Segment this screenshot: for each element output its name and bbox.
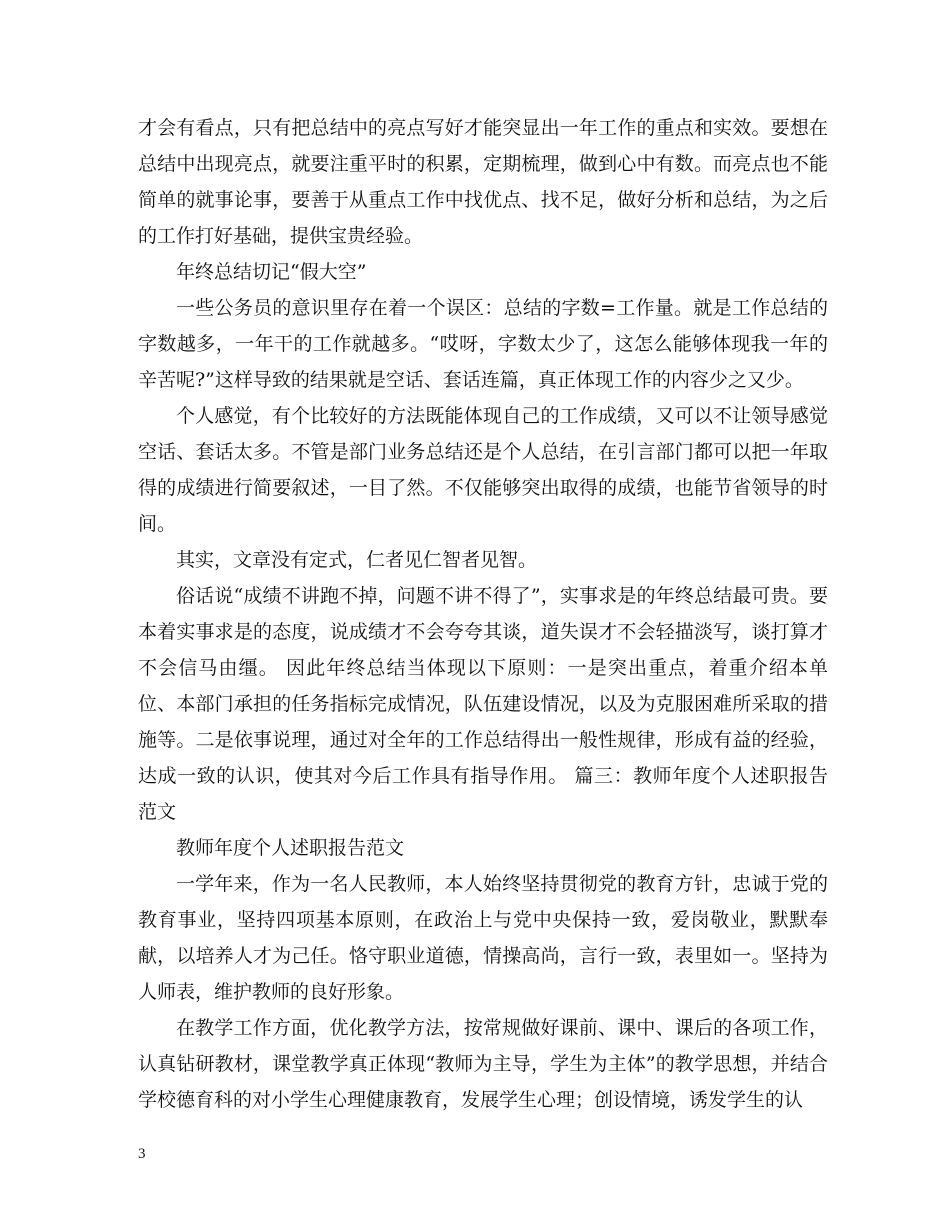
section-heading-avoid-empty-talk: 年终总结切记“假大空” [176, 261, 367, 283]
paragraph-continuation: 才会有看点，只有把总结中的亮点写好才能突显出一年工作的重点和实效。要想在总结中出现亮点，就要注重平时的积累，定期梳理，做到心中有数。而亮点也不能简单的就事论事，要善于从重点工作中找优点、找不足，做好分析和总结，为之后的工作打好基础，提供宝贵经验。 [138, 117, 828, 247]
section-heading-teacher-report: 教师年度个人述职报告范文 [176, 837, 405, 859]
paragraph-teaching-work: 在教学工作方面，优化教学方法，按常规做好课前、课中、课后的各项工作，认真钻研教材，课堂教学真正体现“教师为主导，学生为主体”的教学思想，并结合学校德育科的对小学生心理健康教育，发展学生心理；创设情境，诱发学生的认 [138, 1017, 828, 1111]
paragraph-teacher-intro: 一学年来，作为一名人民教师，本人始终坚持贯彻党的教育方针，忠诚于党的教育事业，坚持四项基本原则，在政治上与党中央保持一致，爱岗敬业，默默奉献，以培养人才为己任。恪守职业道德，情操高尚，言行一致，表里如一。坚持为人师表，维护教师的良好形象。 [138, 873, 828, 1003]
paragraph-no-fixed-form: 其实，文章没有定式，仁者见仁智者见智。 [176, 549, 538, 571]
paragraph-misconception: 一些公务员的意识里存在着一个误区：总结的字数=工作量。就是工作总结的字数越多，一年干的工作就越多。“哎呀，字数太少了，这怎么能够体现我一年的辛苦呢?”这样导致的结果就是空话、套话连篇，真正体现工作的内容少之又少。 [138, 297, 828, 391]
page-number: 3 [138, 1146, 146, 1162]
document-body [138, 110, 828, 1118]
paragraph-personal-feeling: 个人感觉，有个比较好的方法既能体现自己的工作成绩，又可以不让领导感觉空话、套话太多。不管是部门业务总结还是个人总结，在引言部门都可以把一年取得的成绩进行简要叙述，一目了然。不仅能够突出取得的成绩，也能节省领导的时间。 [138, 405, 828, 535]
paragraph-principles: 俗话说“成绩不讲跑不掉，问题不讲不得了”，实事求是的年终总结最可贵。要本着实事求是的态度，说成绩才不会夸夸其谈，道失误才不会轻描淡写，谈打算才不会信马由缰。 因此年终总结当体现以下原则：一是突出重点，着重介绍本单位、本部门承担的任务指标完成情况，队伍建设情况，以及为克服困难所采取的措施等。二是依事说理，通过对全年的工作总结得出一般性规律，形成有益的经验，达成一致的认识，使其对今后工作具有指导作用。 篇三：教师年度个人述职报告范文 [138, 585, 828, 823]
